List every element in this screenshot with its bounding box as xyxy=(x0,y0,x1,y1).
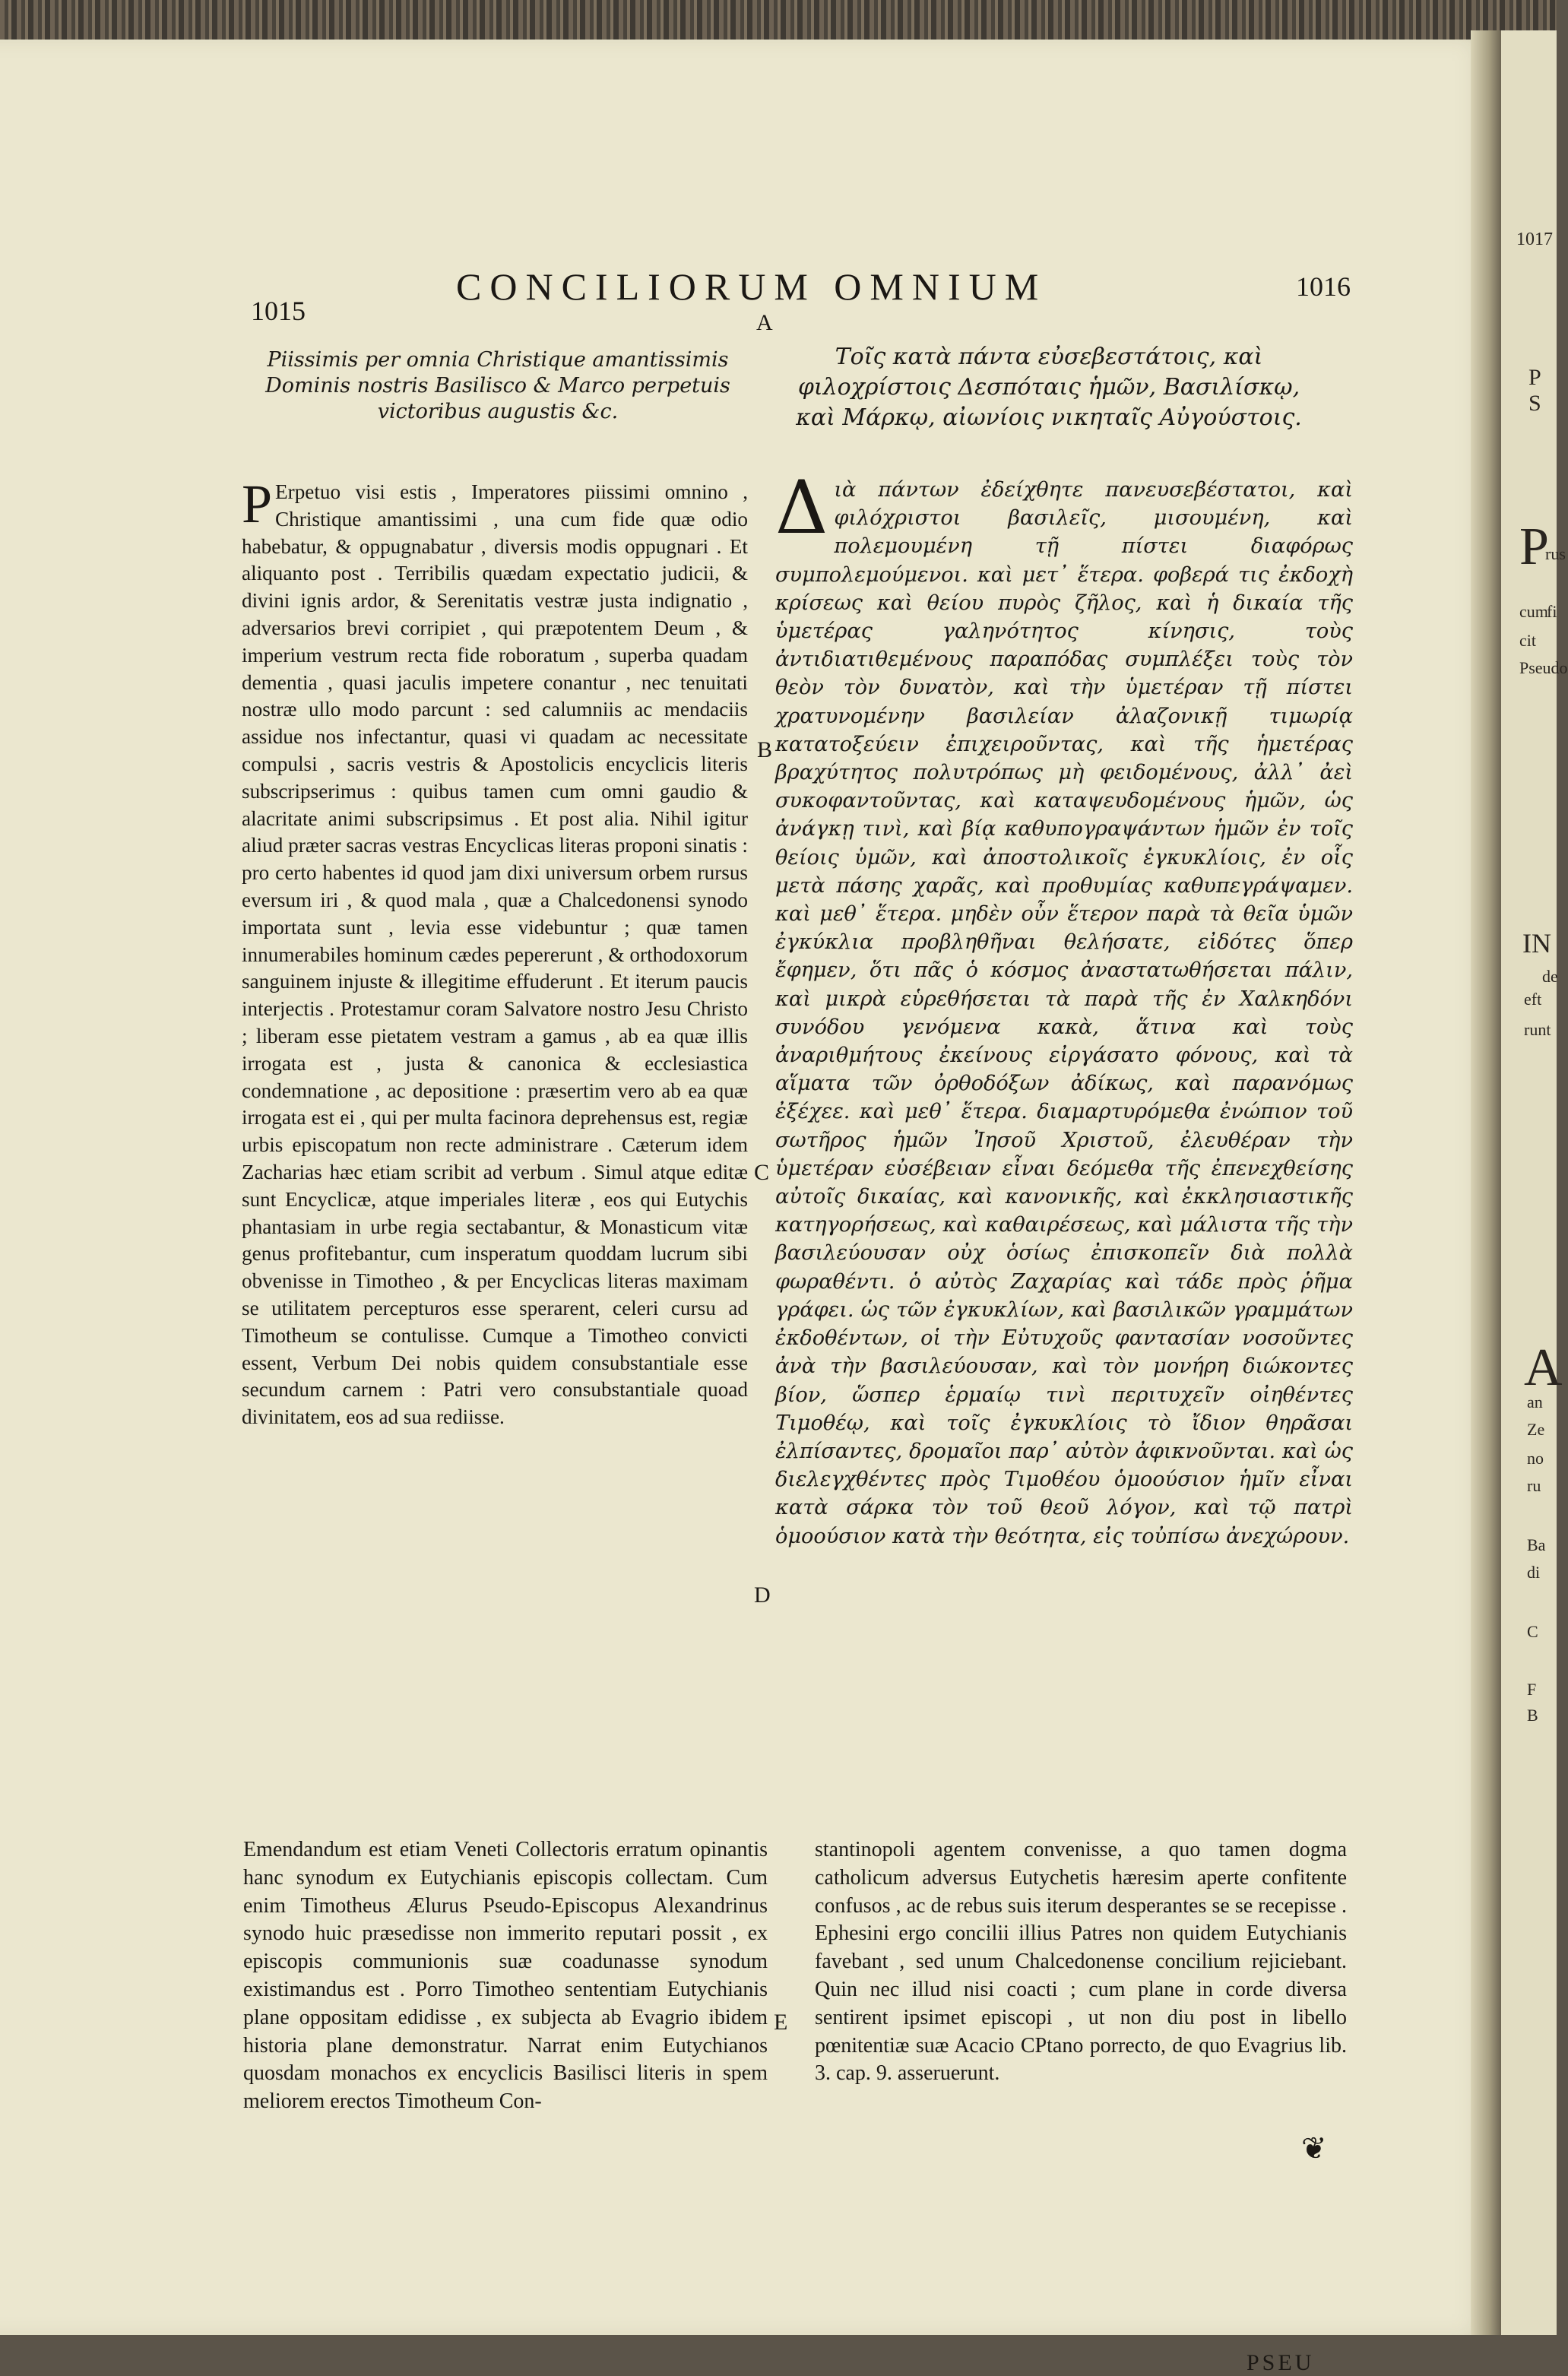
section-marker-e: E xyxy=(774,2010,788,2035)
next-page-fragment: P S xyxy=(1528,365,1541,416)
next-page-number: 1017 xyxy=(1516,230,1553,249)
next-page-fragment: Pseudo xyxy=(1519,658,1568,677)
next-page-fragment: runt xyxy=(1524,1020,1551,1039)
book-spine-gutter xyxy=(1471,30,1501,2335)
footnote-right-column: stantinopoli agentem convenisse, a quo tamen dogma catholicum adversus Eutychetis hæresim aperte confitente confusos , ac de rebus suis iterum desperantes se se recepisse . Ephesini ergo concilii illius Patres non quidem Eutychianis favebant , sed unum Chalcedonense concilium rejiciebant. Quin nec illud nisi coacti ; cum plane in corde diversa sentirent ipsimet episcopi , ut non diu post in libello pœnitentiæ suæ Acacio CPtano porrecto, de quo Evagrius lib. 3. cap. 9. asseruerunt. xyxy=(815,1838,1347,2086)
greek-column xyxy=(775,465,1353,1551)
next-page-fragment: A xyxy=(1524,1338,1563,1397)
book-page xyxy=(0,40,1496,2375)
latin-column xyxy=(242,474,748,1431)
next-page-fragment: P xyxy=(1519,518,1549,576)
page-number-left: 1015 xyxy=(251,296,306,326)
latin-drop-cap: P xyxy=(242,474,273,534)
dedication-greek: Τοῖς κατὰ πάντα εὐσεβεστάτοις, καὶ φιλοχρίστοις Δεσπόταις ἡμῶν, Βασιλίσκῳ, καὶ Μάρκῳ, αἰωνίοις νικηταῖς Αὐγούστοις. xyxy=(796,344,1302,431)
next-page-fragment: C xyxy=(1527,1622,1538,1641)
next-page-fragment: ru xyxy=(1527,1476,1541,1495)
next-page-fragment: de xyxy=(1542,967,1558,986)
page-header xyxy=(228,265,1475,333)
section-marker-a: A xyxy=(756,310,773,335)
next-page-edge xyxy=(1501,30,1568,2335)
next-page-fragment: cum xyxy=(1519,602,1548,621)
footnote-left-column: Emendandum est etiam Veneti Collectoris erratum opinantis hanc synodum ex Eutychianis episcopis collectam. Cum enim Timotheus Ælurus Pseudo-Episcopus Alexandrinus synodo huic præsedisse non immerito reputari possit , ex episcopis communionis suæ coadunasse synodum existimandus est . Porro Timotheo sententiam Eutychianis plane oppositam edidisse , ex subjecta ab Evagrio ibidem historia plane demonstratur. Narrat enim Eutychianos quosdam monachos ex encyclicis Basilisci literis in spem meliorem erectos Timotheum Con- xyxy=(243,1838,768,2114)
dedication-latin: Piissimis per omnia Christique amantissimis Dominis nostris Basilisco & Marco perpetuis victoribus augustis &c. xyxy=(265,348,730,423)
next-page-fragment: eft xyxy=(1524,990,1542,1009)
greek-text: ιὰ πάντων ἐδείχθητε πανευσεβέστατοι, καὶ φιλόχριστοι βασιλεῖς, μισουμένη, καὶ πολεμουμένη τῇ πίστει διαφόρως συμπολεμούμενοι. καὶ μετ᾽ ἕτερα. φοβερά τις ἐκδοχὴ κρίσεως καὶ θείου πυρὸς ζῆλος, καὶ ἡ δικαία τῆς ὑμετέρας γαληνότητος κίνησις, τοὺς ἀντιδιατιθεμένους παραπόδας συμπλέξει τοὺς τὸν θεὸν τὸν δυνατὸν, καὶ τὴν ὑμετέραν τῇ πίστει χρατυνομένην βασιλείαν ἀλαζονικῇ τιμωρίᾳ κατατοξεύειν ἐπιχειροῦντας, καὶ τῆς ἡμετέρας βραχύτητος πολυτρόπως μὴ φειδομένους, ἀλλ᾽ ἀεὶ συκοφαντοῦντας, καὶ καταψευδομένους ἡμῶν, ὡς ἀνάγκῃ τινὶ, καὶ βίᾳ καθυπογραψάντων ἡμῶν ἐν τοῖς θείοις ὑμῶν, καὶ ἀποστολικοῖς ἐγκυκλίοις, ἐν οἷς μετὰ πάσης χαρᾶς, καὶ προθυμίας καθυπεγράψαμεν. καὶ μεθ᾽ ἕτερα. μηδὲν οὖν ἕτερον παρὰ τὰ θεῖα ὑμῶν ἐγκύκλια προβληθῆναι θελήσατε, εἰδότες ὅπερ ἔφημεν, ὅτι πᾶς ὁ κόσμος ἀναστατωθήσεται πάλιν, καὶ μικρὰ εὑρεθήσεται τὰ παρὰ τῆς ἐν Χαλκηδόνι συνόδου γενόμενα κακὰ, ἅτινα καὶ τοὺς ἀναριθμήτους ἐκείνους εἰργάσατο φόνους, καὶ τὰ αἵματα τῶν ὀρθοδόξων ἀδίκως, καὶ παρανόμως ἐξέχεε. καὶ μεθ᾽ ἕτερα. διαμαρτυρόμεθα ἐνώπιον τοῦ σωτῆρος ἡμῶν Ἰησοῦ Χριστοῦ, ἐλευθέραν τὴν ὑμετέραν εὐσέβειαν εἶναι δεόμεθα τῆς ἐπενεχθείσης αὐτοῖς δικαίας, καὶ κανονικῆς, καὶ ἐκκλησιαστικῆς κατηγορήσεως, καὶ καθαιρέσεως, καὶ μάλιστα τῆς τὴν βασιλεύουσαν οὐχ ὁσίως ἐπισκοπεῖν διὰ πολλὰ φωραθέντι. ὁ αὐτὸς Ζαχαρίας καὶ τάδε πρὸς ῥῆμα γράφει. ὡς τῶν ἐγκυκλίων, καὶ βασιλικῶν γραμμάτων ἐκδοθέντων, οἱ τὴν Εὐτυχοῦς φαντασίαν νοσοῦντες ἀνὰ τὴν βασιλεύουσαν, καὶ τὸν μονήρη διώκοντες βίον, ὥσπερ ἑρμαίῳ τινὶ περιτυχεῖν οἰηθέντες Τιμοθέῳ, καὶ τοῖς ἐγκυκλίοις τὸ ἴδιον θηρᾶσαι ἐλπίσαντες, δρομαῖοι παρ᾽ αὐτὸν ἀφικνοῦνται. καὶ ὡς διελεγχθέντες πρὸς Τιμοθέου ὁμοούσιον ἡμῖν εἶναι κατὰ σάρκα τὸν τοῦ θεοῦ λόγον, καὶ τῷ πατρὶ ὁμοούσιον κατὰ τὴν θεότητα, εἰς τοὐπίσω ἀνεχώρουν. xyxy=(775,478,1353,1548)
printer-ornament-icon: ❦ xyxy=(1301,2131,1327,2166)
next-page-fragment: Ba xyxy=(1527,1535,1546,1554)
greek-drop-cap: Δ xyxy=(775,465,828,550)
next-page-fragment: IN xyxy=(1522,928,1551,958)
next-page-fragment: di xyxy=(1527,1563,1541,1582)
next-page-fragment: an xyxy=(1527,1392,1543,1411)
section-marker-b: B xyxy=(757,737,773,762)
latin-text: Erpetuo visi estis , Imperatores piissimi omnino , Christique amantissimi , una cum fide quæ odio habebatur, & oppugnabatur , diversis modis oppugnari . Et aliquanto post . Terribilis quædam expectatio judicii, & divini ignis ardor, & Serenitatis vestræ justa indignatio , adversarios brevi corripiet , qui præpotentem Deum , & imperium vestrum recta fide roboratum , superba quadam dementia , quasi jaculis impetere conantur , nec tenuitati nostræ ullo modo parcunt : sed calumniis ac mendaciis assidue nos infectantur, quasi vi quadam ac necessitate compulsi , sacris vestris & Apostolicis encyclicis literis subscripserimus : quibus tamen cum omni gaudio & alacritate animi subscripsimus . Et post alia. Nihil igitur aliud præter sacras vestras Encyclicas literas proponi sinatis : pro certo habentes id quod jam dixi universum orbem rursus eversum iri , & quod mala , quæ a Chalcedonensi synodo importata sunt , levia esse videbuntur ; quæ tamen innumerabiles hominum cædes pepererunt , & orthodoxorum sanguinem injuste & illegitime effuderunt . Et iterum paucis interjectis . Protestamur coram Salvatore nostro Jesu Christo ; liberam esse pietatem vestram a gamus , ab ea quæ illis irrogata est , justa & canonica & ecclesiastica condemnatione , ac depositione : præsertim vero ab ea quæ irrogata est ei , qui per multa facinora deprehensus est, regiæ urbis episcopatum non recte administrare . Cæterum idem Zacharias hæc etiam scribit ad verbum . Simul atque editæ sunt Encyclicæ, atque imperiales literæ , eos qui Eutychis phantasiam in urbe regia sectabantur, & Monasticum vitæ genus profitebantur, cum insperatum quoddam lucrum sibi obvenisse in Timotheo , & per Encyclicas literas maximam se utilitatem percepturos esse sperarent, celeri cursu ad Timotheum se contulisse. Cumque a Timotheo convicti essent, Verbum Dei nobis quidem consubstantiale esse secundum carnem : Patri vero consubstantiale quoad divinitatem, eos ad sua rediisse. xyxy=(242,480,748,1429)
next-page-fragment: fi xyxy=(1547,602,1557,621)
page-number-right: 1016 xyxy=(1296,271,1351,302)
section-marker-c: C xyxy=(754,1160,770,1185)
next-page-fragment: F xyxy=(1527,1680,1537,1699)
next-page-fragment: no xyxy=(1527,1449,1544,1468)
catchword: PSEU xyxy=(1246,2350,1315,2375)
running-title: CONCILIORUM OMNIUM xyxy=(456,265,1047,308)
next-page-fragment: cit xyxy=(1519,631,1536,650)
section-marker-d: D xyxy=(754,1582,771,1608)
next-page-fragment: Ze xyxy=(1527,1420,1545,1439)
next-page-fragment: rus xyxy=(1545,544,1566,563)
next-page-fragment: B xyxy=(1527,1706,1538,1725)
